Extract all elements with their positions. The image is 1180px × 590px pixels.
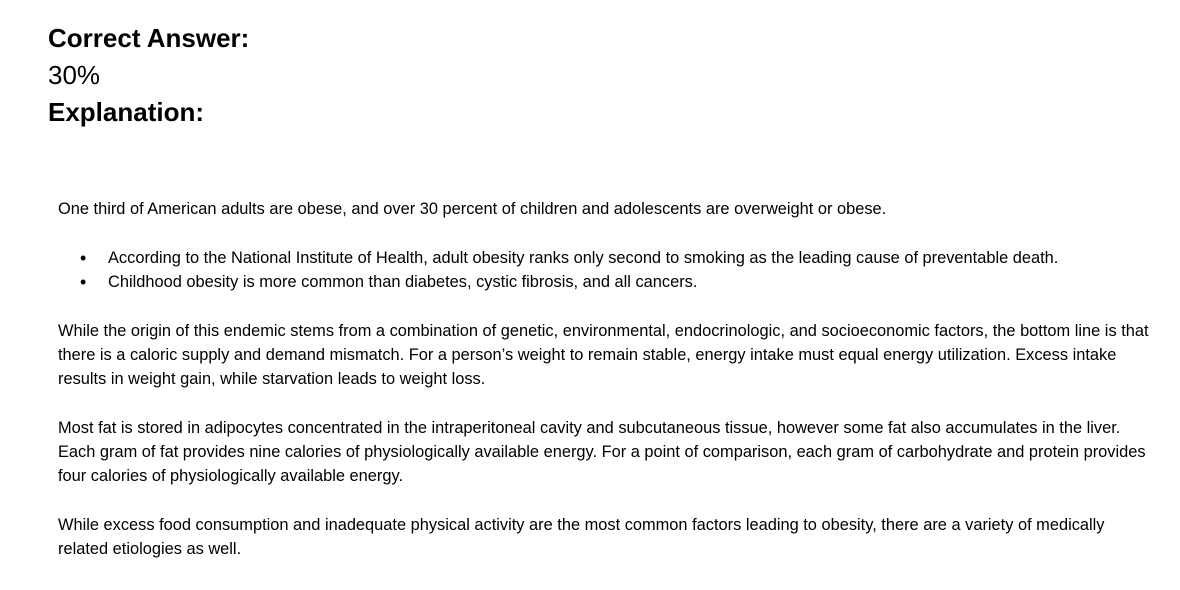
explanation-paragraph: Most fat is stored in adipocytes concentrated in the intraperitoneal cavity and subcutaneous tissue, however some fat also accumulates in the liver. Each gram of fat provides nine calories of physiologically available energy. For a point of comparison, each gram of carbohydrate and protein provides four calories of physiologically available energy. [58,419,1146,485]
explanation-bullet [58,246,1158,270]
bullet-dot-icon: • [80,248,87,268]
explanation-heading: Explanation: [48,97,205,127]
bullet-dot-icon: • [80,272,87,292]
explanation-bullet-list [58,246,1158,294]
explanation-paragraph: While the origin of this endemic stems from a combination of genetic, environmental, endocrinologic, and socioeconomic factors, the bottom line is that there is a caloric supply and demand mismatch. For a person’s weight to remain stable, energy intake must equal energy utilization. Excess intake results in weight gain, while starvation leads to weight loss. [58,322,1149,388]
explanation-bullet [58,270,1158,294]
correct-answer-value: 30% [48,60,101,90]
explanation-paragraph: While excess food consumption and inadequate physical activity are the most common factors leading to obesity, there are a variety of medically related etiologies as well. [58,516,1105,558]
correct-answer-heading: Correct Answer: [48,23,250,53]
explanation-body [58,197,1158,561]
explanation-bullet-text: According to the National Institute of Health, adult obesity ranks only second to smoking as the leading cause of preventable death. [108,249,1059,267]
explanation-intro: One third of American adults are obese, and over 30 percent of children and adolescents are overweight or obese. [58,200,887,218]
answer-block [48,20,249,130]
explanation-bullet-text: Childhood obesity is more common than diabetes, cystic fibrosis, and all cancers. [108,273,698,291]
